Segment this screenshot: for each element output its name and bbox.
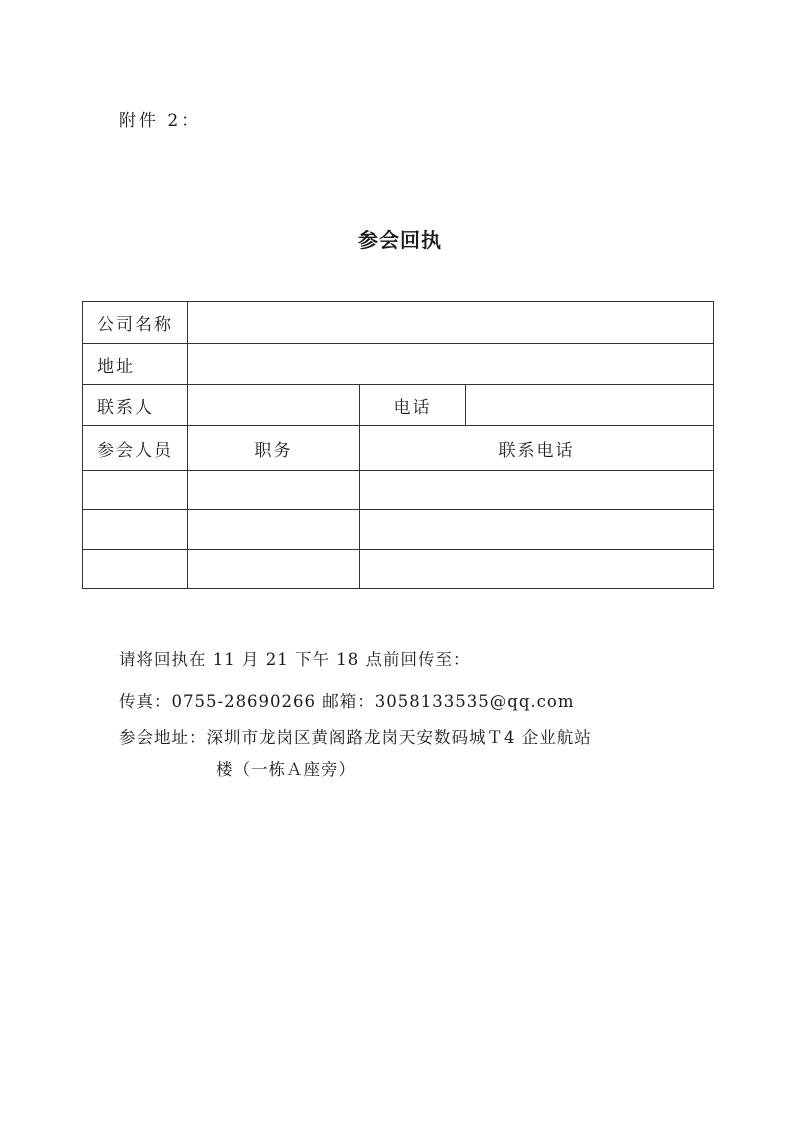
- venue-address-line2: 楼（一栋Ａ座旁）: [216, 760, 356, 779]
- company-name-label: 公司名称: [83, 302, 188, 344]
- company-name-field[interactable]: [188, 302, 714, 344]
- phone-field[interactable]: [466, 385, 714, 426]
- address-field[interactable]: [188, 344, 714, 385]
- position-header: 职务: [188, 426, 360, 471]
- document-title: 参会回执: [358, 228, 442, 252]
- attendee-name-cell[interactable]: [83, 471, 188, 510]
- contact-phone-header: 联系电话: [360, 426, 714, 471]
- attendee-position-cell[interactable]: [188, 471, 360, 510]
- attendee-position-cell[interactable]: [188, 550, 360, 589]
- attendee-position-cell[interactable]: [188, 510, 360, 550]
- table-row: [83, 550, 714, 589]
- attendee-phone-cell[interactable]: [360, 550, 714, 589]
- attendee-phone-cell[interactable]: [360, 471, 714, 510]
- contact-person-field[interactable]: [188, 385, 360, 426]
- table-row: [83, 471, 714, 510]
- table-row: [83, 510, 714, 550]
- attachment-label: 附件 2：: [119, 111, 202, 131]
- attendees-label: 参会人员: [83, 426, 188, 471]
- venue-address-line1: 参会地址：深圳市龙岗区黄阁路龙岗天安数码城Ｔ4 企业航站: [119, 728, 592, 747]
- attendee-name-cell[interactable]: [83, 550, 188, 589]
- attendee-phone-cell[interactable]: [360, 510, 714, 550]
- receipt-form-table: [82, 301, 714, 589]
- contact-person-label: 联系人: [83, 385, 188, 426]
- attendee-name-cell[interactable]: [83, 510, 188, 550]
- fax-email-note: 传真：0755-28690266 邮箱：3058133535@qq.com: [119, 692, 575, 711]
- phone-label: 电话: [360, 385, 466, 426]
- address-label: 地址: [83, 344, 188, 385]
- deadline-note: 请将回执在 11 月 21 下午 18 点前回传至：: [119, 650, 471, 669]
